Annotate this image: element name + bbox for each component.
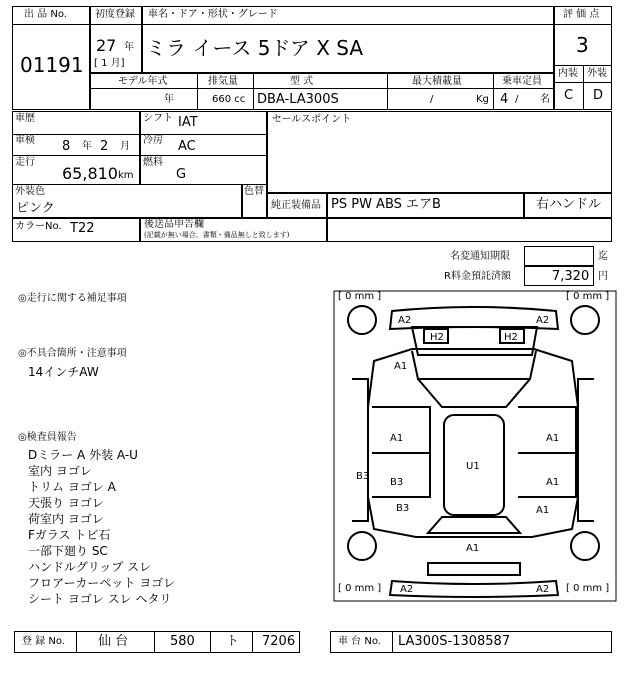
- list-item: Dミラー A 外装 A-U: [28, 448, 138, 462]
- registration-year-unit: 年: [124, 42, 134, 53]
- mark-rear-door-inner-left: B3: [390, 477, 404, 488]
- mark-quarter-right: A1: [536, 505, 550, 516]
- mark-rear-gate: A1: [466, 543, 480, 554]
- docs-value-box: [327, 218, 612, 242]
- sales-point-label: セールスポイント: [272, 114, 352, 125]
- car-name: ミラ イース 5ドア X SA: [146, 36, 364, 60]
- max-load-slash: /: [430, 94, 434, 105]
- shift-label: シフト: [143, 113, 173, 124]
- mark-fender-left: A1: [394, 361, 408, 372]
- mark-rear-door-right: A1: [546, 477, 560, 488]
- registration-kana: ト: [226, 634, 240, 649]
- exterior-label: 外装: [587, 68, 607, 79]
- recycle-label: R料金預託済額: [444, 271, 511, 282]
- mileage-value: 65,810: [62, 164, 118, 183]
- list-item: 荷室内 ヨゴレ: [28, 512, 104, 526]
- interior-label: 内装: [558, 68, 578, 79]
- docs-note: (記載が無い場合、書類・備品無しと致します): [144, 231, 290, 239]
- lot-number: 01191: [20, 53, 84, 77]
- mark-rear-bumper-right: A2: [536, 584, 550, 595]
- model-year-unit: 年: [164, 94, 174, 105]
- car-name-label: 車名・ドア・形状・グレード: [148, 9, 278, 20]
- list-item: トリム ヨゴレ A: [28, 480, 116, 494]
- inspection-year-unit: 年: [82, 141, 92, 152]
- mark-headlight-right: H2: [504, 332, 518, 343]
- name-change-value-box: [524, 246, 594, 266]
- model-code: DBA-LA300S: [257, 92, 339, 107]
- color-no-value: T22: [70, 221, 95, 236]
- capacity-unit: 名: [540, 94, 550, 105]
- running-notes-title: ◎走行に関する補足事項: [18, 293, 127, 304]
- equipment-value: PS PW ABS エアB: [331, 197, 441, 212]
- defects-list: [28, 364, 99, 380]
- inspector-list: [28, 447, 175, 607]
- fuel-label: 燃料: [143, 157, 163, 168]
- aircon-label: 冷房: [143, 135, 163, 146]
- mark-rear-bumper-left: A2: [400, 584, 414, 595]
- exterior-color-value: ピンク: [16, 201, 55, 216]
- inspector-title: ◎検査員報告: [18, 432, 77, 443]
- registration-area: 仙 台: [98, 634, 129, 649]
- registration-label: 登 録 No.: [22, 636, 65, 647]
- equipment-label: 純正装備品: [271, 200, 321, 211]
- mark-front-door-right: A1: [546, 433, 560, 444]
- mark-front-bumper-right: A2: [536, 315, 550, 326]
- displacement-label: 排気量: [208, 76, 238, 87]
- list-item: フロアーカーペット ヨゴレ: [28, 576, 176, 590]
- color-change-label: 色替: [244, 186, 264, 197]
- exterior-color-label: 外装色: [15, 186, 45, 197]
- inspection-label: 車検: [15, 135, 35, 146]
- registration-year: 27: [96, 36, 117, 55]
- list-item: 14インチAW: [28, 365, 99, 379]
- list-item: シート ヨゴレ スレ ヘタリ: [28, 592, 172, 606]
- mark-roof: U1: [466, 461, 480, 472]
- recycle-unit: 円: [598, 271, 608, 282]
- tire-front-left: [ 0 mm ]: [338, 291, 382, 302]
- interior-grade: C: [564, 88, 574, 103]
- first-registration-label: 初度登録: [95, 9, 135, 20]
- score-label: 評 価 点: [563, 9, 600, 20]
- aircon-value: AC: [178, 139, 196, 154]
- model-code-label: 型 式: [290, 76, 314, 87]
- recycle-value: 7,320: [552, 269, 590, 284]
- mileage-unit: km: [118, 170, 134, 181]
- inspection-month: 2: [100, 139, 109, 154]
- displacement-value: 660 cc: [212, 94, 246, 105]
- vehicle-damage-diagram: [332, 289, 622, 629]
- lot-label: 出 品 No.: [24, 9, 67, 20]
- tire-rear-right: [ 0 mm ]: [566, 583, 610, 594]
- score-value: 3: [576, 33, 589, 57]
- inspection-year: 8: [62, 139, 71, 154]
- handle-value: 右ハンドル: [536, 197, 602, 212]
- chassis-label: 車 台 No.: [338, 636, 381, 647]
- registration-month: [ 1 月]: [94, 58, 125, 69]
- mark-headlight-left: H2: [430, 332, 444, 343]
- exterior-grade: D: [593, 88, 604, 103]
- shift-value: IAT: [178, 115, 198, 130]
- list-item: 室内 ヨゴレ: [28, 464, 92, 478]
- model-year-label: モデル年式: [118, 76, 168, 87]
- inspection-month-unit: 月: [120, 141, 130, 152]
- registration-class: 580: [170, 634, 195, 649]
- mark-front-bumper-left: A2: [398, 315, 412, 326]
- defects-title: ◎不具合箇所・注意事項: [18, 348, 127, 359]
- list-item: 一部下廻り SC: [28, 544, 108, 558]
- color-no-label: カラーNo.: [15, 221, 62, 232]
- capacity-label: 乗車定員: [502, 76, 542, 87]
- name-change-unit: 迄: [598, 251, 608, 262]
- capacity-slash: /: [515, 94, 519, 105]
- list-item: ハンドルグリップ スレ: [28, 560, 152, 574]
- history-label: 車歴: [15, 113, 35, 124]
- capacity-value: 4: [500, 92, 509, 107]
- list-item: 天張り ヨゴレ: [28, 496, 104, 510]
- max-load-unit: Kg: [476, 94, 489, 105]
- fuel-value: G: [176, 167, 187, 182]
- tire-front-right: [ 0 mm ]: [566, 291, 610, 302]
- mileage-label: 走行: [15, 157, 35, 168]
- tire-rear-left: [ 0 mm ]: [338, 583, 382, 594]
- max-load-label: 最大積載量: [412, 76, 462, 87]
- mark-pillar-left: B3: [356, 471, 370, 482]
- mark-front-door-left: A1: [390, 433, 404, 444]
- docs-label: 後送品申告欄: [144, 219, 204, 230]
- registration-number: 7206: [262, 634, 296, 649]
- mark-rear-door-left: B3: [396, 503, 410, 514]
- chassis-number: LA300S-1308587: [398, 634, 511, 649]
- name-change-label: 名変通知期限: [450, 251, 510, 262]
- list-item: Fガラス トビ石: [28, 528, 111, 542]
